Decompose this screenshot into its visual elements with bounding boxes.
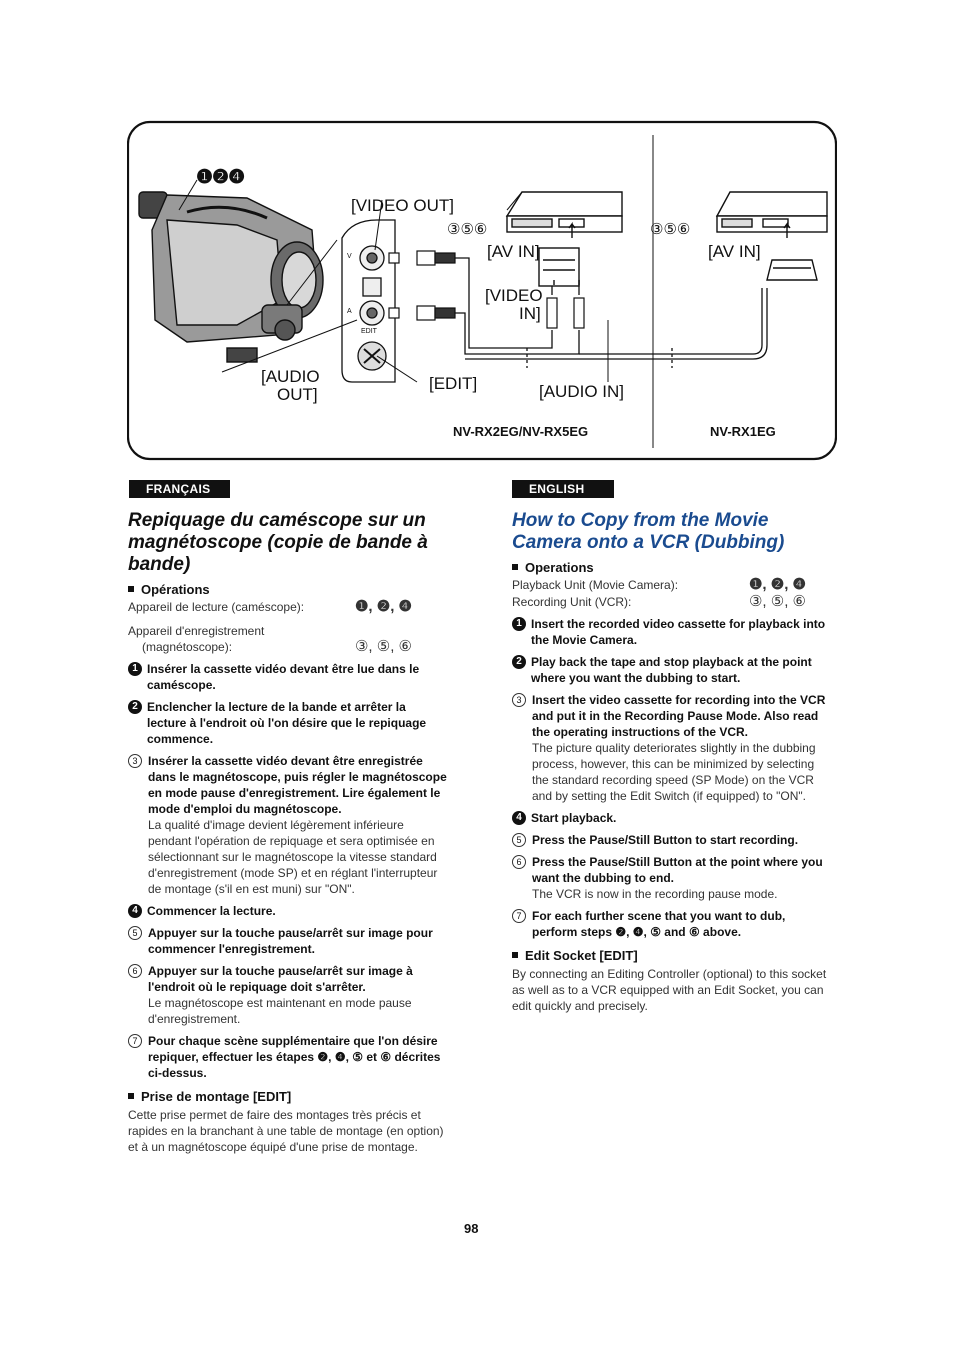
av-in-left-label: [AV IN] xyxy=(487,242,540,261)
tab-english: ENGLISH xyxy=(512,480,614,498)
english-ops-heading: Operations xyxy=(512,560,832,576)
english-edit-text: By connecting an Editing Controller (optional) to this socket as well as to a VCR equipped with an Edit Socket, you can edit quickly and precisely. xyxy=(512,967,827,1013)
french-ops-heading: Opérations xyxy=(128,582,448,598)
english-spec-playback: Playback Unit (Movie Camera): ❶, ❷, ❹ xyxy=(512,576,806,593)
edit-label: [EDIT] xyxy=(429,374,478,393)
rca-plugs xyxy=(389,251,455,320)
steps-356-right: ③⑤⑥ xyxy=(650,221,691,238)
vcr-rca-plugs xyxy=(547,298,584,328)
french-edit-text: Cette prise permet de faire des montages très précis et rapides en la branchant à une table de montage (en option) et à un magnétoscope équipé d'une prise de montage. xyxy=(128,1108,444,1154)
step-item xyxy=(128,925,448,957)
audio-in-label: [AUDIO IN] xyxy=(539,382,625,401)
step-item xyxy=(128,963,448,1027)
step-number-icon: 1 xyxy=(128,662,142,676)
av-in-right-label: [AV IN] xyxy=(708,242,761,261)
step-number-icon: 6 xyxy=(128,964,142,978)
step-instruction: Insérer la cassette vidéo devant être lue dans le caméscope. xyxy=(147,662,420,692)
step-number-icon: 3 xyxy=(128,754,142,768)
connection-diagram xyxy=(127,120,837,461)
french-title: Repiquage du caméscope sur un magnétoscope (copie de bande à bande) xyxy=(128,510,428,575)
step-instruction: Appuyer sur la touche pause/arrêt sur image à l'endroit où le repiquage doit s'arrêter. xyxy=(148,964,413,994)
step-number-icon: 6 xyxy=(512,855,526,869)
french-column xyxy=(128,510,448,1155)
step-number-icon: 2 xyxy=(512,655,526,669)
step-item xyxy=(512,616,832,648)
step-item xyxy=(512,654,832,686)
page-number: 98 xyxy=(464,1221,479,1236)
step-number-icon: 3 xyxy=(512,693,526,707)
step-number-icon: 5 xyxy=(512,833,526,847)
step-instruction: Start playback. xyxy=(531,811,617,825)
english-steps xyxy=(512,616,832,940)
english-column xyxy=(512,510,832,1014)
step-instruction: Enclencher la lecture de la bande et arrêter la lecture à l'endroit où l'on désire que le repiquage commence. xyxy=(147,700,427,746)
model-left: NV-RX2EG/NV-RX5EG xyxy=(453,424,589,439)
step-instruction: Press the Pause/Still Button at the point where you want the dubbing to end. xyxy=(532,855,823,885)
french-spec-playback: Appareil de lecture (caméscope): ❶, ❷, ❹ xyxy=(128,598,412,615)
english-spec-recording: Recording Unit (VCR): ③, ⑤, ⑥ xyxy=(512,593,806,610)
video-in-label-1: [VIDEO xyxy=(485,286,543,305)
step-instruction: Play back the tape and stop playback at the point where you want the dubbing to start. xyxy=(531,655,812,685)
vcr-right xyxy=(717,192,827,280)
step-instruction: Insert the video cassette for recording into the VCR and put it in the Recording Pause Mode. Also read the operating instructions of the VCR. xyxy=(532,693,826,739)
step-number-icon: 4 xyxy=(512,811,526,825)
french-edit-heading: Prise de montage [EDIT] xyxy=(128,1089,448,1105)
step-number-icon: 5 xyxy=(128,926,142,940)
step-note: Le magnétoscope est maintenant en mode pause d'enregistrement. xyxy=(148,996,412,1026)
jack-panel xyxy=(342,220,395,382)
step-instruction: For each further scene that you want to dub, perform steps ❷, ❹, ⑤ and ⑥ above. xyxy=(532,909,786,939)
step-item xyxy=(512,854,832,902)
step-item xyxy=(512,832,832,848)
jack-edit-label: EDIT xyxy=(361,328,377,335)
step-item xyxy=(128,699,448,747)
vcr-left xyxy=(507,192,622,286)
audio-out-label-1: [AUDIO xyxy=(261,367,320,386)
step-item xyxy=(128,661,448,693)
step-instruction: Commencer la lecture. xyxy=(147,904,276,918)
step-number-icon: 7 xyxy=(128,1034,142,1048)
step-note: The VCR is now in the recording pause mode. xyxy=(532,887,778,901)
french-steps xyxy=(128,661,448,1081)
camcorder-illustration xyxy=(139,192,323,362)
french-spec-recording: Appareil d'enregistrement (magnétoscope): ③, ⑤, ⑥ xyxy=(128,624,412,655)
english-title: How to Copy from the Movie Camera onto a VCR (Dubbing) xyxy=(512,510,785,553)
step-item xyxy=(512,692,832,804)
step-marks: ❶❷❹ xyxy=(196,167,245,188)
step-item xyxy=(128,753,448,897)
step-instruction: Press the Pause/Still Button to start recording. xyxy=(532,833,799,847)
audio-out-label-2: OUT] xyxy=(277,385,318,404)
model-right: NV-RX1EG xyxy=(710,424,776,439)
jack-a-label: A xyxy=(347,308,352,315)
step-instruction: Insérer la cassette vidéo devant être enregistrée dans le magnétoscope, puis régler le magnétoscope en mode pause d'enregistrement. Lire également le mode d'emploi du magnétoscope. xyxy=(148,754,447,816)
step-item xyxy=(512,908,832,940)
step-number-icon: 4 xyxy=(128,904,142,918)
step-number-icon: 2 xyxy=(128,700,142,714)
tab-francais: FRANÇAIS xyxy=(129,480,230,498)
jack-v-label: V xyxy=(347,253,352,260)
step-instruction: Insert the recorded video cassette for playback into the Movie Camera. xyxy=(531,617,826,647)
cables xyxy=(455,250,767,368)
video-out-label: [VIDEO OUT] xyxy=(351,196,454,215)
step-instruction: Pour chaque scène supplémentaire que l'on désire repiquer, effectuer les étapes ❷, ❹, ⑤ et ⑥ décrites ci-dessus. xyxy=(148,1034,441,1080)
step-number-icon: 7 xyxy=(512,909,526,923)
step-note: The picture quality deteriorates slightly in the dubbing process, however, this can be minimized by selecting the standard recording speed (SP Mode) on the VCR and by setting the Edit Switch (if equipped) to "ON". xyxy=(532,741,816,803)
step-note: La qualité d'image devient légèrement inférieure pendant l'opération de repiquage et sera optimisée en sélectionnant sur le magnétoscope la vitesse standard d'enregistrement (mode SP) et en réglant l'interrupteur de montage (s'il en est muni) sur "ON". xyxy=(148,818,438,896)
step-item xyxy=(512,810,832,826)
step-item xyxy=(128,1033,448,1081)
english-edit-heading: Edit Socket [EDIT] xyxy=(512,948,832,964)
step-instruction: Appuyer sur la touche pause/arrêt sur image pour commencer l'enregistrement. xyxy=(148,926,433,956)
step-number-icon: 1 xyxy=(512,617,526,631)
step-item xyxy=(128,903,448,919)
steps-356-left: ③⑤⑥ xyxy=(447,221,488,238)
video-in-label-2: IN] xyxy=(519,304,541,323)
